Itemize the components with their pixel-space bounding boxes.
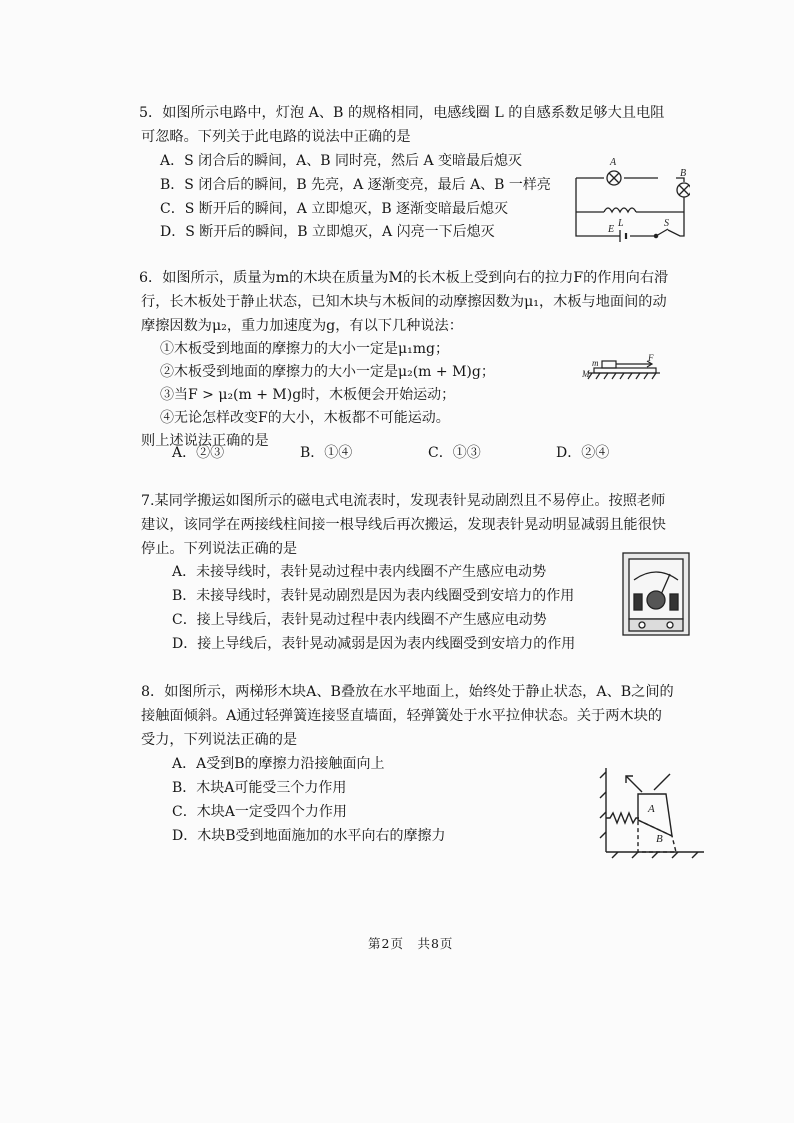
q8-option-a: A．A受到B的摩擦力沿接触面向上 [172,756,385,772]
q7-stem-line3: 停止。下列说法正确的是 [141,541,298,557]
q5-fig-label-l: L [618,218,624,229]
q7-stem-line1: 7.某同学搬运如图所示的磁电式电流表时，发现表针晃动剧烈且不易停止。按照老师 [141,493,666,509]
q7-option-d: D．接上导线后，表针晃动减弱是因为表内线圈受到安培力的作用 [172,636,576,652]
q6-stem-line1: 6．如图所示，质量为m的木块在质量为M的长木板上受到向右的拉力F的作用向右滑 [139,270,669,286]
q6-statement-1: ①木板受到地面的摩擦力的大小一定是μ₁mg； [160,341,449,357]
q8-option-d: D．木块B受到地面施加的水平向右的摩擦力 [172,828,446,844]
q8-stem-line2: 接触面倾斜。A通过轻弹簧连接竖直墙面，轻弹簧处于水平拉伸状态。关于两木块的 [141,708,662,724]
q6-choices [0,442,794,464]
q5-option-a: A．S 闭合后的瞬间，A、B 同时亮，然后 A 变暗最后熄灭 [160,153,523,169]
q5-fig-label-a: A [610,157,617,168]
q6-statement-2: ②木板受到地面的摩擦力的大小一定是μ₂(m + M)g； [160,364,495,380]
q7-stem-line2: 建议，该同学在两接线柱间接一根导线后再次搬运，发现表针晃动明显减弱且能很快 [141,517,666,533]
q6-fig-label-big-m: M [582,369,590,379]
q8-stem-line3: 受力，下列说法正确的是 [141,732,298,748]
q7-option-c: C．接上导线后，表针晃动过程中表内线圈不产生感应电动势 [172,612,547,628]
q6-stem-line3: 摩擦因数为μ₂，重力加速度为g，有以下几种说法： [141,318,463,334]
q6-stem-line2: 行，长木板处于静止状态，已知木块与木板间的动摩擦因数为μ₁，木板与地面间的动 [141,294,667,310]
q6-choice-a: A．②③ [172,445,225,461]
q6-choice-d: D．②④ [556,445,610,461]
q6-fig-label-f: F [648,353,654,363]
q6-statement-3: ③当F > μ₂(m + M)g时，木板便会开始运动； [160,387,456,403]
q7-option-b: B．未接导线时，表针晃动剧烈是因为表内线圈受到安培力的作用 [172,588,575,604]
q6-choice-c: C．①③ [428,445,481,461]
page-footer: 第2页 共8页 [368,936,454,951]
q5-fig-label-s: S [664,218,669,229]
q8-option-b: B．木块A可能受三个力作用 [172,780,347,796]
q5-stem-line2: 可忽略。下列关于此电路的说法中正确的是 [141,129,411,145]
q5-option-d: D．S 断开后的瞬间，B 立即熄灭，A 闪亮一下后熄灭 [160,224,495,240]
q5-option-c: C．S 断开后的瞬间，A 立即熄灭，B 逐渐变暗最后熄灭 [160,201,509,217]
q8-stem-line1: 8．如图所示，两梯形木块A、B叠放在水平地面上，始终处于静止状态，A、B之间的 [141,684,674,700]
q7-ammeter-diagram [620,550,692,638]
q8-fig-label-a: A [648,803,655,815]
q5-circuit-diagram [568,152,690,244]
q5-fig-label-e: E [608,224,615,235]
q5-fig-label-b: B [680,168,687,179]
q8-fig-label-b: B [656,833,663,845]
q8-blocks-diagram [598,762,708,860]
q8-option-c: C．木块A一定受四个力作用 [172,804,347,820]
q7-option-a: A．未接导线时，表针晃动过程中表内线圈不产生感应电动势 [172,564,547,580]
q6-block-diagram [582,352,664,384]
q5-option-b: B．S 闭合后的瞬间，B 先亮，A 逐渐变亮，最后 A、B 一样亮 [160,177,551,193]
q6-statement-4: ④无论怎样改变F的大小，木板都不可能运动。 [160,410,450,426]
q6-fig-label-m: m [592,358,599,368]
q5-stem-line1: 5．如图所示电路中，灯泡 A、B 的规格相同，电感线圈 L 的自感系数足够大且电阻 [139,105,665,121]
q6-choice-b: B．①④ [300,445,353,461]
q6-question: 则上述说法正确的是 [141,433,269,449]
